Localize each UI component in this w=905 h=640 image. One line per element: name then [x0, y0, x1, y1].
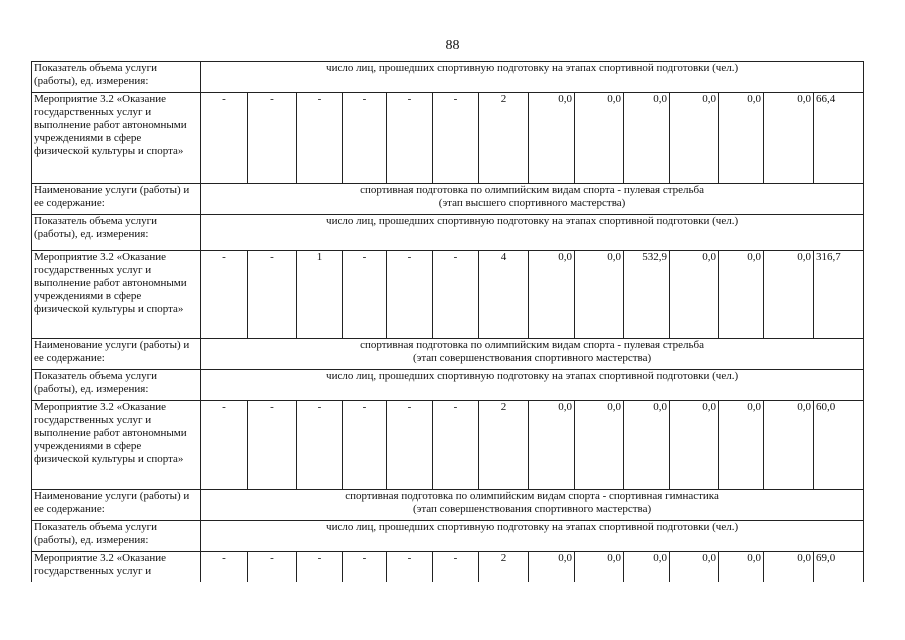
value-cell: -	[248, 251, 297, 339]
value-cell: 0,0	[670, 93, 719, 184]
info-row	[32, 490, 864, 521]
value-cell: 0,0	[575, 251, 624, 339]
row-label: Наименование услуги (работы) и ее содержание:	[32, 184, 201, 215]
value-cell: -	[297, 552, 343, 582]
value-cell: 0,0	[719, 251, 764, 339]
value-cell: -	[343, 251, 387, 339]
value-cell: 0,0	[719, 401, 764, 490]
value-cell: -	[201, 251, 248, 339]
value-cell: 0,0	[529, 251, 575, 339]
value-cell: 0,0	[529, 93, 575, 184]
value-cell: -	[343, 552, 387, 582]
description-line: (этап высшего спортивного мастерства)	[438, 197, 626, 209]
value-cell: 0,0	[670, 552, 719, 582]
value-cell: 60,0	[814, 401, 864, 490]
description-line: число лиц, прошедших спортивную подготовку на этапах спортивной подготовки (чел.)	[326, 370, 739, 382]
info-row	[32, 62, 864, 93]
info-row	[32, 521, 864, 552]
value-cell: 1	[297, 251, 343, 339]
activity-row	[32, 401, 864, 490]
row-label: Наименование услуги (работы) и ее содержание:	[32, 339, 201, 370]
value-cell: 0,0	[670, 401, 719, 490]
value-cell: 66,4	[814, 93, 864, 184]
merged-description	[201, 215, 864, 251]
activity-row	[32, 93, 864, 184]
value-cell: 0,0	[624, 552, 670, 582]
value-cell: -	[387, 93, 433, 184]
value-cell: 0,0	[575, 93, 624, 184]
value-cell: -	[248, 401, 297, 490]
merged-description	[201, 184, 864, 215]
value-cell: -	[343, 401, 387, 490]
value-cell: 0,0	[764, 401, 814, 490]
value-cell: -	[387, 251, 433, 339]
value-cell: 0,0	[529, 401, 575, 490]
value-cell: 2	[479, 552, 529, 582]
row-label: Мероприятие 3.2 «Оказание государственных услуг и выполнение работ автономными учреждениями в сфере физической культуры и спорта»	[32, 93, 201, 184]
value-cell: -	[297, 401, 343, 490]
row-label: Показатель объема услуги (работы), ед. измерения:	[32, 62, 201, 93]
value-cell: 0,0	[719, 552, 764, 582]
value-cell: -	[433, 552, 479, 582]
row-label: Наименование услуги (работы) и ее содержание:	[32, 490, 201, 521]
value-cell: 0,0	[529, 552, 575, 582]
value-cell: -	[433, 401, 479, 490]
description-line: число лиц, прошедших спортивную подготовку на этапах спортивной подготовки (чел.)	[326, 521, 739, 533]
description-line: число лиц, прошедших спортивную подготовку на этапах спортивной подготовки (чел.)	[326, 62, 739, 74]
value-cell: 2	[479, 401, 529, 490]
value-cell: 0,0	[719, 93, 764, 184]
description-line: число лиц, прошедших спортивную подготовку на этапах спортивной подготовки (чел.)	[326, 215, 739, 227]
description-line: спортивная подготовка по олимпийским видам спорта - спортивная гимнастика	[345, 490, 719, 502]
value-cell: -	[201, 401, 248, 490]
info-row	[32, 215, 864, 251]
row-label: Мероприятие 3.2 «Оказание государственных услуг и	[32, 552, 201, 582]
info-row	[32, 370, 864, 401]
row-label: Показатель объема услуги (работы), ед. измерения:	[32, 521, 201, 552]
merged-description	[201, 339, 864, 370]
value-cell: 0,0	[575, 401, 624, 490]
value-cell: -	[248, 93, 297, 184]
value-cell: 4	[479, 251, 529, 339]
merged-description	[201, 62, 864, 93]
value-cell: 0,0	[670, 251, 719, 339]
value-cell: 532,9	[624, 251, 670, 339]
value-cell: 69,0	[814, 552, 864, 582]
value-cell: -	[201, 552, 248, 582]
value-cell: 2	[479, 93, 529, 184]
value-cell: 0,0	[764, 93, 814, 184]
budget-table	[31, 61, 864, 582]
value-cell: 0,0	[624, 93, 670, 184]
row-label: Показатель объема услуги (работы), ед. измерения:	[32, 215, 201, 251]
row-label: Мероприятие 3.2 «Оказание государственных услуг и выполнение работ автономными учреждениями в сфере физической культуры и спорта»	[32, 401, 201, 490]
description-line: спортивная подготовка по олимпийским видам спорта - пулевая стрельба	[360, 339, 705, 351]
value-cell: -	[433, 251, 479, 339]
value-cell: 0,0	[764, 251, 814, 339]
description-line: спортивная подготовка по олимпийским видам спорта - пулевая стрельба	[360, 184, 705, 196]
value-cell: 316,7	[814, 251, 864, 339]
value-cell: 0,0	[624, 401, 670, 490]
row-label: Мероприятие 3.2 «Оказание государственных услуг и выполнение работ автономными учреждениями в сфере физической культуры и спорта»	[32, 251, 201, 339]
description-line: (этап совершенствования спортивного мастерства)	[412, 352, 652, 364]
activity-row	[32, 552, 864, 582]
info-row	[32, 184, 864, 215]
value-cell: -	[387, 552, 433, 582]
value-cell: -	[387, 401, 433, 490]
merged-description	[201, 521, 864, 552]
value-cell: -	[248, 552, 297, 582]
activity-row	[32, 251, 864, 339]
description-line: (этап совершенствования спортивного мастерства)	[412, 503, 652, 515]
row-label: Показатель объема услуги (работы), ед. измерения:	[32, 370, 201, 401]
value-cell: -	[343, 93, 387, 184]
page-number: 88	[445, 38, 460, 53]
value-cell: -	[201, 93, 248, 184]
merged-description	[201, 490, 864, 521]
value-cell: -	[433, 93, 479, 184]
value-cell: -	[297, 93, 343, 184]
merged-description	[201, 370, 864, 401]
value-cell: 0,0	[575, 552, 624, 582]
value-cell: 0,0	[764, 552, 814, 582]
info-row	[32, 339, 864, 370]
